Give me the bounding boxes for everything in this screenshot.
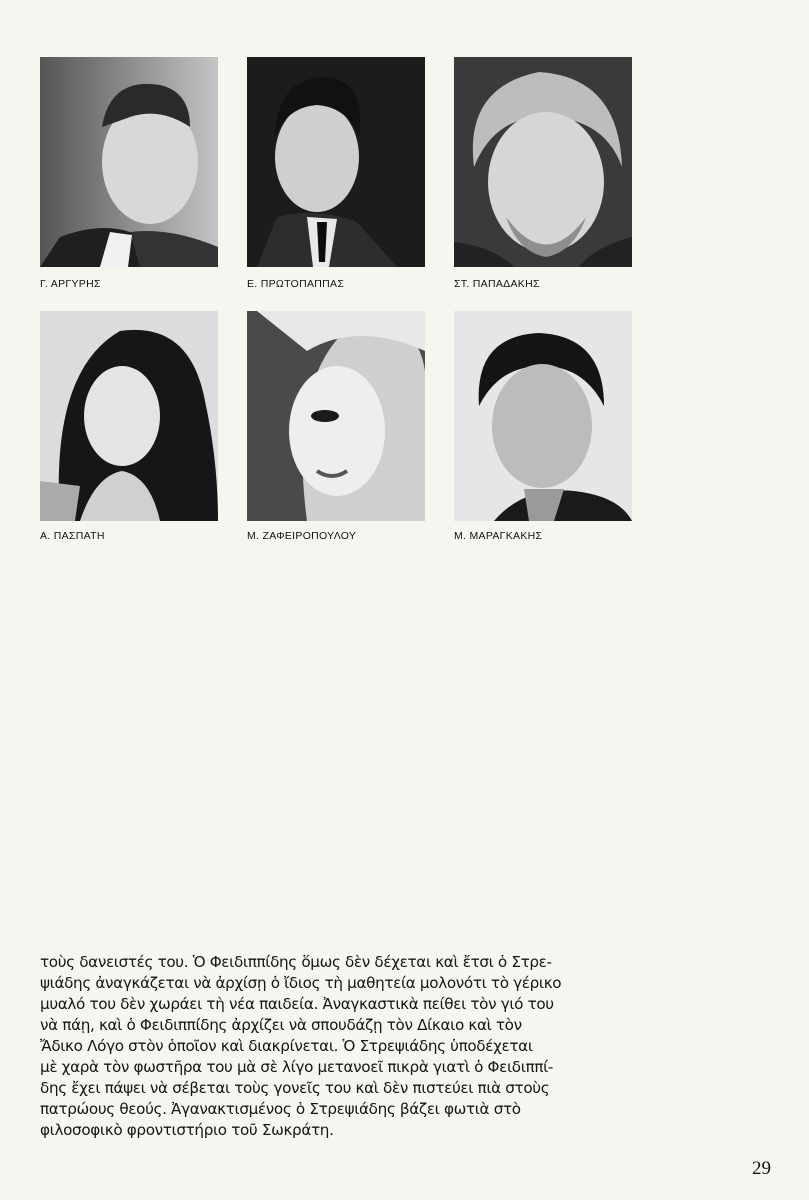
- caption-protopappas: Ε. ΠΡΩΤΟΠΑΠΠΑΣ: [247, 278, 345, 290]
- caption-papadakis: ΣΤ. ΠΑΠΑΔΑΚΗΣ: [454, 278, 540, 290]
- body-line: φιλοσοφικὸ φροντιστήριο τοῦ Σωκράτη.: [40, 1121, 334, 1139]
- body-line: πατρώους θεούς. Ἀγανακτισμένος ὁ Στρεψιάδης βάζει φωτιὰ στὸ: [40, 1100, 521, 1118]
- portrait-photo-papadakis: [454, 57, 632, 267]
- body-paragraph: [40, 952, 632, 1141]
- body-line: ψιάδης ἀναγκάζεται νὰ ἀρχίσῃ ὁ ἴδιος τὴ μαθητεία μολονότι τὸ γέρικο: [40, 974, 562, 992]
- body-line: μὲ χαρὰ τὸν φωστῆρα του μὰ σὲ λίγο μετανοεῖ πικρὰ γιατὶ ὁ Φειδιππί-: [40, 1058, 554, 1076]
- body-line: δης ἔχει πάψει νὰ σέβεται τοὺς γονεῖς του καὶ δὲν πιστεύει πιὰ στοὺς: [40, 1079, 550, 1097]
- body-line: νὰ πάῃ, καὶ ὁ Φειδιππίδης ἀρχίζει νὰ σπουδάζῃ τὸν Δίκαιο καὶ τὸν: [40, 1016, 522, 1034]
- portrait-photo-paspati: [40, 311, 218, 521]
- caption-zafeiropoulou: Μ. ΖΑΦΕΙΡΟΠΟΥΛΟΥ: [247, 530, 357, 542]
- portrait-photo-argyris: [40, 57, 218, 267]
- page-number: 29: [752, 1158, 771, 1179]
- portrait-photo-protopappas: [247, 57, 425, 267]
- caption-maragkakis: Μ. ΜΑΡΑΓΚΑΚΗΣ: [454, 530, 543, 542]
- body-line: μυαλό του δὲν χωράει τὴ νέα παιδεία. Ἀναγκαστικὰ πείθει τὸν γιό του: [40, 995, 554, 1013]
- caption-paspati: Α. ΠΑΣΠΑΤΗ: [40, 530, 105, 542]
- portrait-photo-zafeiropoulou: [247, 311, 425, 521]
- caption-argyris: Γ. ΑΡΓΥΡΗΣ: [40, 278, 101, 290]
- portrait-photo-maragkakis: [454, 311, 632, 521]
- body-line: τοὺς δανειστές του. Ὁ Φειδιππίδης ὅμως δὲν δέχεται καὶ ἔτσι ὁ Στρε-: [40, 953, 552, 971]
- body-line: Ἄδικο Λόγο στὸν ὁποῖον καὶ διακρίνεται. Ὁ Στρεψιάδης ὑποδέχεται: [40, 1037, 533, 1055]
